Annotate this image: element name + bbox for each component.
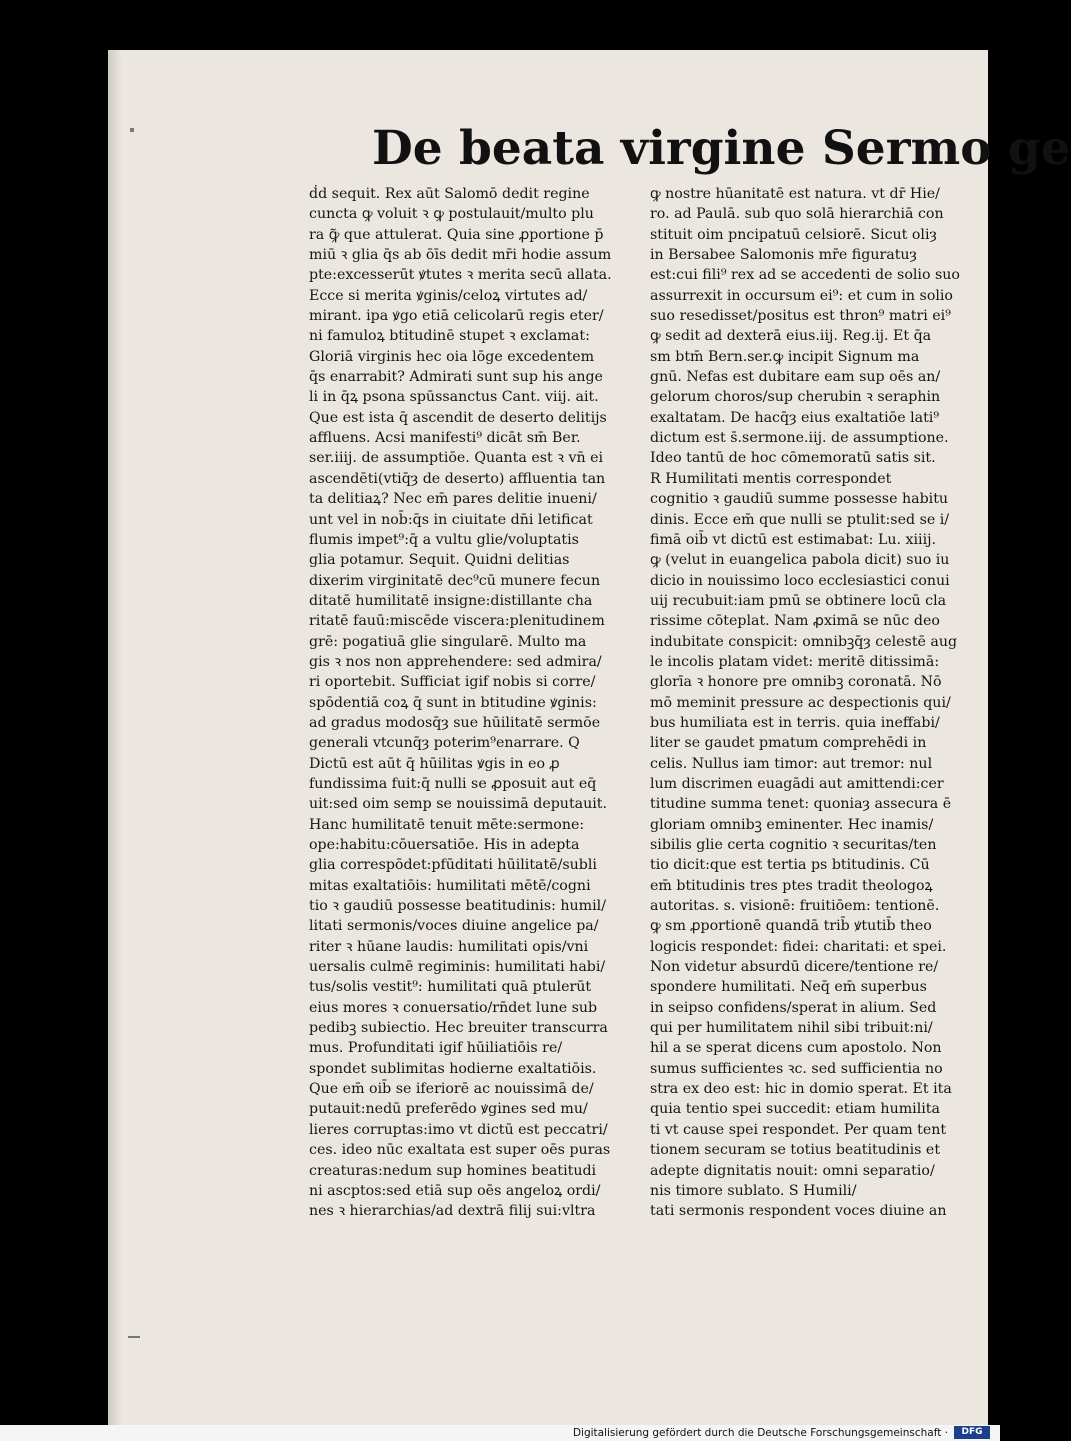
text-line: lum discrimen euagādi aut amittendi:cer [650, 775, 944, 792]
right-text-column [650, 184, 982, 1222]
text-line: litati sermonis/voces diuine angelice pa/ [309, 918, 599, 935]
text-line: ni famuloꝝ btitudinē stupet ꝛ exclamat: [309, 328, 590, 345]
text-line: ta delitiaꝝ? Nec em̄ pares delitie inueni/ [309, 491, 597, 508]
text-line: mō meminit pressure ac despectionis qui/ [650, 694, 951, 711]
text-line: riter ꝛ hūane laudis: humilitati opis/vni [309, 938, 589, 955]
text-line: tio dicit:que est tertia ps btitudinis. Cū [650, 857, 930, 874]
text-line: tionem securam se totius beatitudinis et [650, 1142, 941, 1159]
text-line: glia potamur. Sequit. Quidni delitias [309, 552, 570, 569]
text-line: in Bersabee Salomonis mr̄e figuratuȝ [650, 247, 917, 264]
text-line: unt vel in nob̄:q̄s in ciuitate dn̄i letificat [309, 511, 593, 528]
text-line: tus/solis vestit⁹: humilitati quā ptulerūt [309, 979, 592, 996]
text-line: Hanc humilitatē tenuit mēte:sermone: [309, 816, 585, 833]
dfg-logo: DFG [954, 1426, 990, 1439]
text-line: nes ꝛ hierarchias/ad dextrā filij sui:vltra [309, 1203, 596, 1220]
text-line: flumis impet⁹:q̄ a vultu glie/voluptatis [309, 531, 579, 548]
text-line: ascendēti(vtiq̄ȝ de deserto) affluentia tan [309, 470, 606, 487]
text-line: logicis respondet: fidei: charitati: et spei. [650, 938, 947, 955]
text-line: tio ꝛ gaudiū possesse beatitudinis: humil/ [309, 898, 606, 915]
text-line: in seipso confidens/sperat in alium. Sed [650, 999, 937, 1016]
text-line: bus humiliata est in terris. quia ineffabi/ [650, 714, 940, 731]
footer-bar [0, 1425, 1000, 1441]
text-line: ni ascptos:sed etiā sup oēs angeloꝝ ordi/ [309, 1182, 601, 1199]
text-line: pedibꝫ subiectio. Hec breuiter transcurra [309, 1020, 608, 1037]
text-line: ꝙ nostre hūanitatē est natura. vt dr̄ Hie/ [650, 186, 940, 202]
text-line: stra ex deo est: hic in domio sperat. Et ita [650, 1081, 952, 1098]
margin-dot [130, 128, 134, 132]
text-line: eius mores ꝛ conuersatio/rn̄det lune sub [309, 999, 598, 1016]
text-line: cognitio ꝛ gaudiū summe possesse habitu [650, 491, 949, 508]
funding-notice: Digitalisierung gefördert durch die Deutsche Forschungsgemeinschaft · [572, 1427, 948, 1439]
text-line: ti vt cause spei respondet. Per quam tent [650, 1121, 947, 1138]
text-line: suo resedisset/positus est thron⁹ matri ei⁹ [650, 308, 951, 325]
text-line: spōdentiā coꝝ q̄ sunt in btitudine ꝟginis: [309, 694, 597, 711]
text-line: hil a se sperat dicens cum apostolo. Non [650, 1040, 942, 1057]
text-line: sumus sufficientes ꝛc. sed sufficientia no [650, 1060, 943, 1077]
text-line: miū ꝛ glia q̄s ab ōīs dedit mr̄i hodie assum [309, 247, 612, 264]
text-line: quia tentio spei succedit: etiam humilita [650, 1101, 940, 1118]
text-line: fundissima fuit:q̄ nulli se ꝓposuit aut eq̄ [309, 775, 597, 792]
text-line: ope:habitu:cōuersatiōe. His in adepta [309, 837, 580, 853]
text-line: qui per humilitatem nihil sibi tribuit:ni/ [650, 1020, 933, 1037]
text-line: putauit:nedū preferēdo ꝟgines sed mu/ [309, 1101, 588, 1118]
text-line: fimā oib̄ vt dictū est estimabat: Lu. xiiij. [650, 531, 937, 548]
text-line: sibilis glie certa cognitio ꝛ securitas/ten [650, 837, 937, 853]
text-line: mitas exaltatiōis: humilitati mētē/cogni [309, 877, 591, 894]
text-line: titudine summa tenet: quoniaȝ assecura ē [650, 796, 952, 813]
text-line: glia correspōdet:pfūditati hūilitatē/subli [309, 857, 597, 874]
text-line: adepte dignitatis nouit: omni separatio/ [650, 1162, 935, 1179]
text-line: assurrexit in occursum ei⁹: et cum in solio [650, 287, 953, 304]
text-line: ꝙ sedit ad dexterā eius.iij. Reg.ij. Et q̄a [650, 328, 932, 345]
text-line: indubitate conspicit: omnibꝫq̄ȝ celestē aug [650, 633, 958, 650]
text-line: dinis. Ecce em̄ que nulli se ptulit:sed se i/ [650, 511, 950, 528]
text-line: tati sermonis respondent voces diuine an [650, 1203, 947, 1220]
text-line: Dictū est aūt q̄ hūilitas ꝟgis in eo ꝓ [309, 755, 560, 772]
text-line: le incolis platam videt: meritē ditissimā: [650, 653, 940, 670]
text-line: gelorum choros/sup cherubin ꝛ seraphin [650, 389, 941, 406]
text-line: ro. ad Paulā. sub quo solā hierarchiā con [650, 206, 944, 223]
text-line: li in q̄ꝝ psona spūssanctus Cant. viij. ait. [309, 389, 599, 406]
left-text-column [309, 184, 641, 1222]
page-gutter-shadow [108, 50, 122, 1425]
text-line: Non videtur absurdū dicere/tentione re/ [650, 959, 939, 976]
text-line: dicio in nouissimo loco ecclesiastici conui [650, 572, 950, 589]
text-line: celis. Nullus iam timor: aut tremor: nul [650, 755, 933, 772]
text-line: Gloriā virginis hec oia lōge excedentem [309, 348, 595, 365]
text-line: cuncta ꝙ voluit ꝛ ꝙ postulauit/multo plu [309, 206, 594, 223]
text-line: rissime cōteplat. Nam ꝓximā se nūc deo [650, 613, 940, 630]
text-line: ad gradus modosq̄ȝ sue hūilitatē sermōe [309, 714, 601, 731]
text-line: ces. ideo nūc exaltata est super oēs puras [309, 1142, 611, 1159]
text-line: liter se gaudet pmatum comprehēdi in [650, 735, 927, 752]
text-line: spondere humilitati. Neq̄ em̄ superbus [650, 979, 927, 996]
text-line: nis timore sublato. S Humili/ [650, 1182, 857, 1199]
text-line: pte:excesserūt ꝟtutes ꝛ merita secū allata. [309, 267, 612, 284]
text-line: creaturas:nedum sup homines beatitudi [309, 1162, 597, 1179]
text-line: generali vtcunq̄ȝ poterim⁹enarrare. Q [309, 735, 580, 752]
text-line: glorīa ꝛ honore pre omnibꝫ coronatā. Nō [650, 674, 942, 691]
text-line: Ideo tantū de hoc cōmemoratū satis sit. [650, 450, 936, 467]
text-line: Que est ista q̄ ascendit de deserto delitijs [309, 409, 607, 426]
text-line: uersalis culmē regiminis: humilitati habi/ [309, 959, 606, 976]
text-line: ḋd sequit. Rex aūt Salomō dedit regine [309, 186, 590, 202]
text-line: spondet sublimitas hodierne exaltatiōis. [309, 1060, 597, 1077]
text-line: affluens. Acsi manifesti⁹ dicāt sm̄ Ber. [309, 430, 581, 447]
text-line: lieres corruptas:imo vt dictū est peccatri/ [309, 1121, 608, 1138]
text-line: ra ꝙ͂ que attulerat. Quia sine ꝓportione p̄ [309, 226, 604, 243]
text-line: gloriam omnibꝫ eminenter. Hec inamis/ [650, 816, 934, 833]
text-line: ditatē humilitatē insigne:distillante cha [309, 592, 593, 609]
text-line: Que em̄ oib̄ se iferiorē ac nouissimā de/ [309, 1081, 594, 1098]
text-line: est:cui fili⁹ rex ad se accedenti de solio suo [650, 267, 960, 284]
text-line: ri oportebit. Sufficiat igif nobis si corre/ [309, 674, 596, 691]
text-line: ser.iiij. de assumptiōe. Quanta est ꝛ vn̄ ei [309, 450, 604, 467]
text-line: uit:sed oim semp se nouissimā deputauit. [309, 796, 607, 813]
text-line: ritatē fauū:miscēde viscera:plenitudinem [309, 613, 605, 630]
margin-mark [128, 1336, 140, 1338]
text-line: q̄s enarrabit? Admirati sunt sup his ange [309, 369, 603, 386]
text-line: dictum est s̄.sermone.iij. de assumptione. [650, 430, 949, 447]
text-line: dixerim virginitatē dec⁹cū munere fecun [309, 572, 601, 589]
text-line: gnū. Nefas est dubitare eam sup oēs an/ [650, 369, 941, 386]
text-line: ꝙ sm ꝓportionē quandā trib̄ ꝟtutib̄ theo [650, 918, 932, 935]
text-line: sm btm̄ Bern.ser.ꝙ incipit Signum ma [650, 348, 920, 365]
page-header: De beata virgine Sermo ge [372, 121, 1071, 176]
text-line: R Humilitati mentis correspondet [650, 470, 892, 487]
text-line: mus. Profunditati igif hūiliatiōis re/ [309, 1040, 563, 1057]
text-line: stituit oim pncipatuū celsiorē. Sicut oliȝ [650, 226, 937, 243]
text-line: ꝙ (velut in euangelica pabola dicit) suo iu [650, 552, 950, 569]
text-line: autoritas. s. visionē: fruitiōem: tentionē. [650, 898, 940, 915]
text-line: Ecce si merita ꝟginis/celoꝝ virtutes ad/ [309, 287, 588, 304]
text-line: grē: pogatiuā glie singularē. Multo ma [309, 633, 587, 650]
text-line: gis ꝛ nos non apprehendere: sed admira/ [309, 653, 602, 670]
text-line: em̄ btitudinis tres ptes tradit theologoꝝ [650, 877, 933, 894]
text-line: exaltatam. De hacq̄ȝ eius exaltatiōe lati⁹ [650, 409, 940, 426]
text-line: mirant. ipa ꝟgo etiā celicolarū regis eter/ [309, 308, 604, 325]
text-line: uij recubuit:iam pmū se obtinere locū cla [650, 592, 947, 609]
